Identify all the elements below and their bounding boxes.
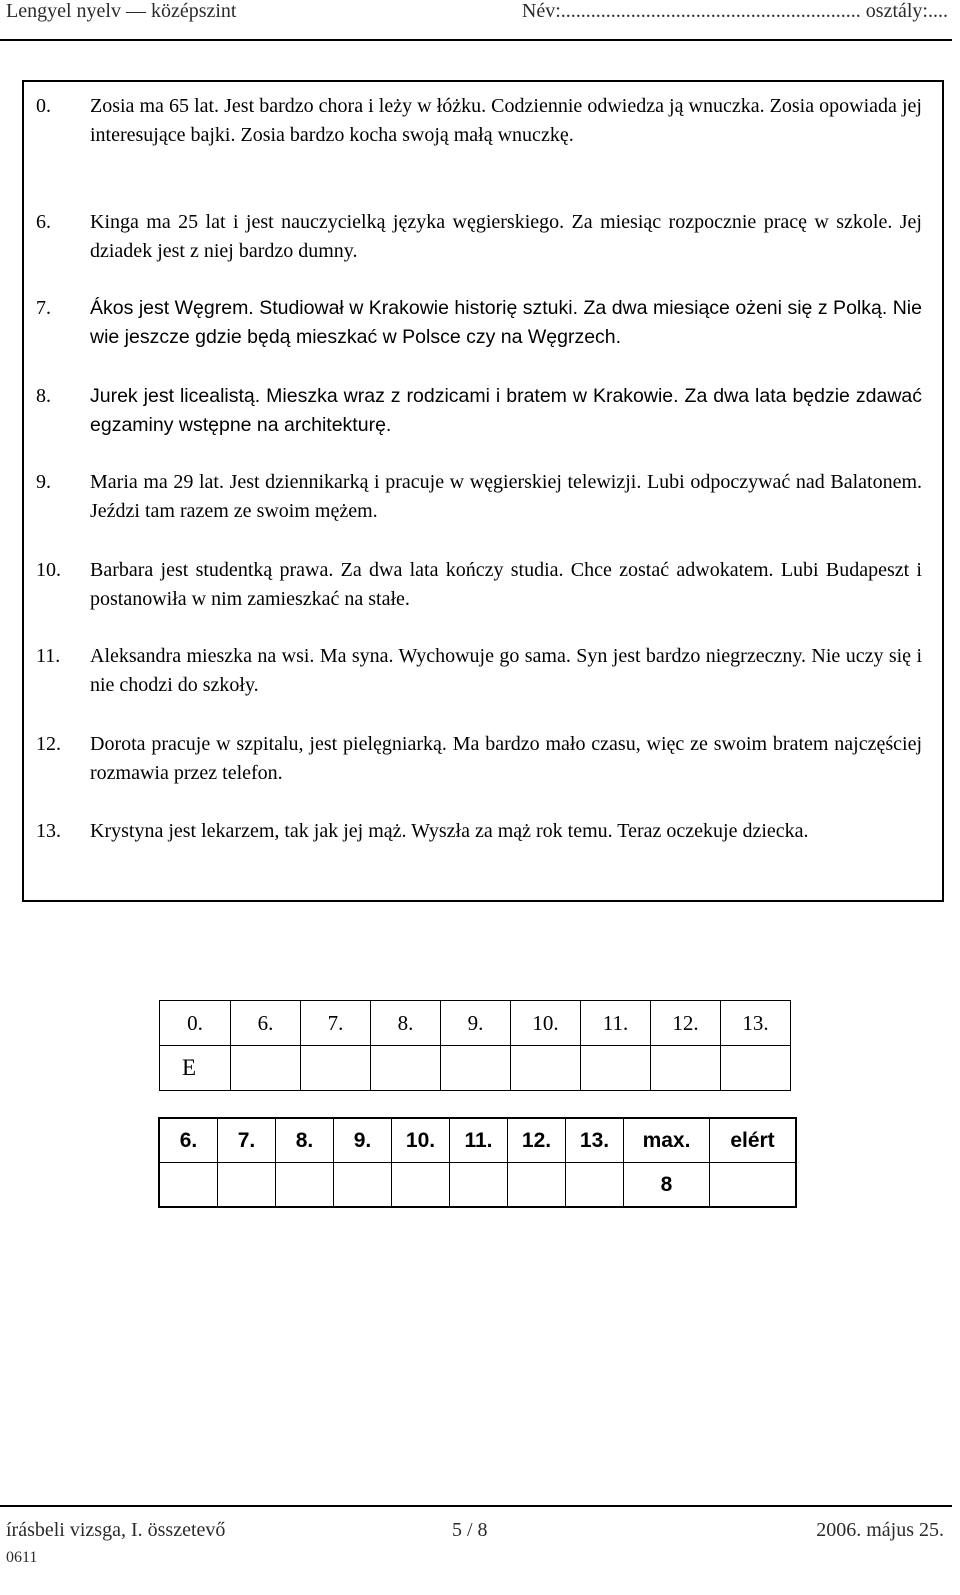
score-header-cell: max. [624,1118,710,1163]
answer-cell-example: E [160,1046,231,1091]
footer-exam-part: írásbeli vizsga, I. összetevő [6,1519,226,1541]
statement-number: 0. [36,95,51,117]
header-subject: Lengyel nyelv — középszint [6,0,237,22]
answer-cell[interactable] [721,1046,791,1091]
page-footer [0,1505,952,1595]
statement-text: Zosia ma 65 lat. Jest bardzo chora i leży w łóżku. Codziennie odwiedza ją wnuczka. Zosia opowiada jej interesujące bajki. Zosia bardzo kocha swoją małą wnuczkę. [90,95,922,146]
answer-cell[interactable] [301,1046,371,1091]
score-header-cell: 6. [159,1118,218,1163]
page-header [0,0,952,40]
footer-code: 0611 [6,1549,38,1566]
statement-number: 13. [36,820,61,842]
answer-row [160,1046,791,1091]
score-header-cell: 9. [334,1118,392,1163]
score-max-value: 8 [624,1163,710,1208]
statement-number: 12. [36,733,61,755]
score-header-cell: 11. [450,1118,508,1163]
statement-text: Krystyna jest lekarzem, tak jak jej mąż. Wyszła za mąż rok temu. Teraz oczekuje dziecka. [90,820,809,842]
answer-header-cell: 8. [371,1001,441,1046]
statements-box [22,80,944,902]
statement-number: 8. [36,385,51,407]
score-cell[interactable] [392,1163,450,1208]
statement-number: 6. [36,211,51,233]
score-header-cell: 10. [392,1118,450,1163]
answer-cell[interactable] [651,1046,721,1091]
score-header-cell: 8. [276,1118,334,1163]
score-table [158,1117,797,1208]
answer-header-row [160,1001,791,1046]
answer-header-cell: 12. [651,1001,721,1046]
statement-text: Ákos jest Węgrem. Studiował w Krakowie historię sztuki. Za dwa miesiące ożeni się z Polką. Nie wie jeszcze gdzie będą mieszkać w Polsce czy na Węgrzech. [90,297,922,348]
score-cell[interactable] [508,1163,566,1208]
answer-header-cell: 6. [231,1001,301,1046]
score-header-cell: 7. [218,1118,276,1163]
score-header-row [159,1118,796,1163]
footer-date: 2006. május 25. [816,1519,944,1541]
answer-header-cell: 9. [441,1001,511,1046]
score-cell[interactable] [159,1163,218,1208]
statement-text: Kinga ma 25 lat i jest nauczycielką języka węgierskiego. Za miesiąc rozpocznie pracę w szkole. Jej dziadek jest z niej bardzo dumny. [90,211,922,262]
statement-number: 10. [36,559,61,581]
answer-cell[interactable] [511,1046,581,1091]
score-row [159,1163,796,1208]
footer-page-number: 5 / 8 [452,1519,488,1541]
answer-cell[interactable] [371,1046,441,1091]
footer-rule [0,1505,952,1507]
statement-number: 11. [36,645,61,667]
statement-text: Jurek jest licealistą. Mieszka wraz z rodzicami i bratem w Krakowie. Za dwa lata będzie zdawać egzaminy wstępne na architekturę. [90,385,922,436]
statement-text: Maria ma 29 lat. Jest dziennikarką i pracuje w węgierskiej telewizji. Lubi odpoczywać nad Balatonem. Jeździ tam razem ze swoim mężem. [90,471,922,522]
answer-cell[interactable] [581,1046,651,1091]
answer-table [159,1000,791,1091]
statement-text: Barbara jest studentką prawa. Za dwa lata kończy studia. Chce zostać adwokatem. Lubi Budapeszt i postanowiła w nim zamieszkać na stałe. [90,559,922,610]
statement-text: Aleksandra mieszka na wsi. Ma syna. Wychowuje go sama. Syn jest bardzo niegrzeczny. Nie uczy się i nie chodzi do szkoły. [90,645,922,696]
answer-header-cell: 13. [721,1001,791,1046]
score-cell[interactable] [450,1163,508,1208]
score-cell[interactable] [566,1163,624,1208]
score-cell[interactable] [218,1163,276,1208]
answer-header-cell: 0. [160,1001,231,1046]
score-cell[interactable] [276,1163,334,1208]
score-achieved-cell[interactable] [710,1163,797,1208]
answer-cell[interactable] [441,1046,511,1091]
score-header-cell: 12. [508,1118,566,1163]
answer-cell[interactable] [231,1046,301,1091]
statement-text: Dorota pracuje w szpitalu, jest pielęgniarką. Ma bardzo mało czasu, więc ze swoim bratem najczęściej rozmawia przez telefon. [90,733,922,784]
score-header-cell: 13. [566,1118,624,1163]
answer-header-cell: 7. [301,1001,371,1046]
header-rule [0,39,952,41]
answer-header-cell: 10. [511,1001,581,1046]
statement-number: 7. [36,297,51,319]
score-header-cell: elért [710,1118,797,1163]
score-cell[interactable] [334,1163,392,1208]
header-name-class-field: Név:............................................................ osztály:.... [521,0,948,22]
statement-number: 9. [36,471,51,493]
answer-header-cell: 11. [581,1001,651,1046]
